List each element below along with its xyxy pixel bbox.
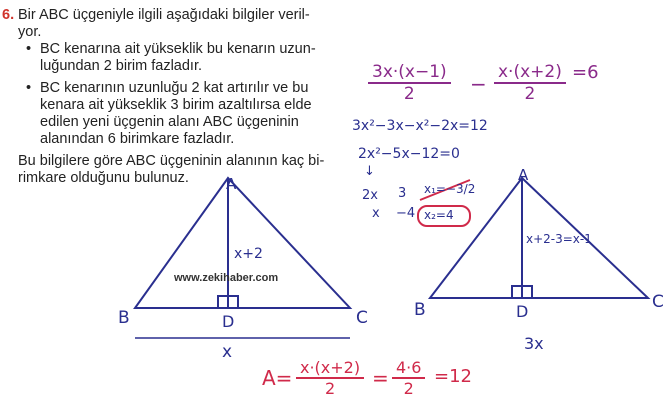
vertex-c: C (652, 292, 664, 312)
numerator: x·(x+2) (296, 358, 364, 379)
question-text: rimkare olduğunu bulunuz. (18, 170, 189, 186)
root-1: x₁=−3/2 (424, 182, 476, 196)
watermark: www.zekihaber.com (174, 272, 279, 284)
problem-text: Bir ABC üçgeniyle ilgili aşağıdaki bilgiler veril- (18, 7, 310, 23)
question-text: Bu bilgilere göre ABC üçgeninin alanının kaç bi- (18, 153, 325, 169)
numerator: x·(x+2) (494, 62, 566, 84)
vertex-b: B (414, 300, 426, 320)
root-2: x₂=4 (424, 208, 454, 222)
factor: 3 (398, 186, 407, 201)
factor: x (372, 206, 380, 221)
bullet-icon: • (26, 80, 32, 96)
vertex-b: B (118, 308, 130, 328)
problem-text: yor. (18, 24, 42, 40)
bullet-text: BC kenarına ait yükseklik bu kenarın uzun- (40, 41, 316, 57)
height-label: x+2 (234, 246, 263, 262)
base-label: 3x (524, 334, 544, 353)
denominator: 2 (324, 379, 336, 398)
fraction-1 (368, 62, 451, 104)
bullet-text: kenara ait yükseklik 3 birim azaltılırsa elde (40, 97, 312, 113)
step-2: 2x²−5x−12=0 (358, 146, 460, 162)
numerator: 4·6 (392, 358, 425, 379)
factor: −4 (396, 206, 416, 221)
vertex-d: D (516, 302, 529, 321)
final-fraction-1 (296, 358, 364, 398)
arrow-down-icon: ↓ (364, 164, 375, 179)
bullet-icon: • (26, 41, 32, 57)
base-label: x (222, 342, 233, 362)
bullet-text: alanından 6 birimkare fazladır. (40, 131, 235, 147)
height-label: x+2-3=x-1 (526, 232, 592, 246)
bullet-text: edilen yeni üçgenin alanı ABC üçgeninin (40, 114, 299, 130)
equals-sign: = (372, 366, 389, 390)
numerator: 3x·(x−1) (368, 62, 451, 84)
factor: 2x (362, 188, 378, 203)
denominator: 2 (403, 379, 414, 398)
vertex-a: A (518, 166, 529, 184)
bullet-text: BC kenarının uzunluğu 2 kat artırılır ve bu (40, 80, 309, 96)
final-result: =12 (434, 366, 472, 387)
final-lhs: A= (262, 366, 293, 390)
vertex-c: C (356, 308, 368, 328)
bullet-text: luğundan 2 birim fazladır. (40, 58, 203, 74)
step-1: 3x²−3x−x²−2x=12 (352, 118, 488, 134)
fraction-2 (494, 62, 566, 104)
denominator: 2 (403, 84, 415, 104)
vertex-a: A (226, 175, 237, 193)
equation-rhs: =6 (572, 62, 599, 83)
denominator: 2 (524, 84, 536, 104)
left-triangle (135, 178, 350, 308)
problem-number: 6. (2, 7, 15, 23)
final-fraction-2 (392, 358, 425, 398)
minus-sign: − (470, 72, 487, 96)
vertex-d: D (222, 312, 235, 331)
